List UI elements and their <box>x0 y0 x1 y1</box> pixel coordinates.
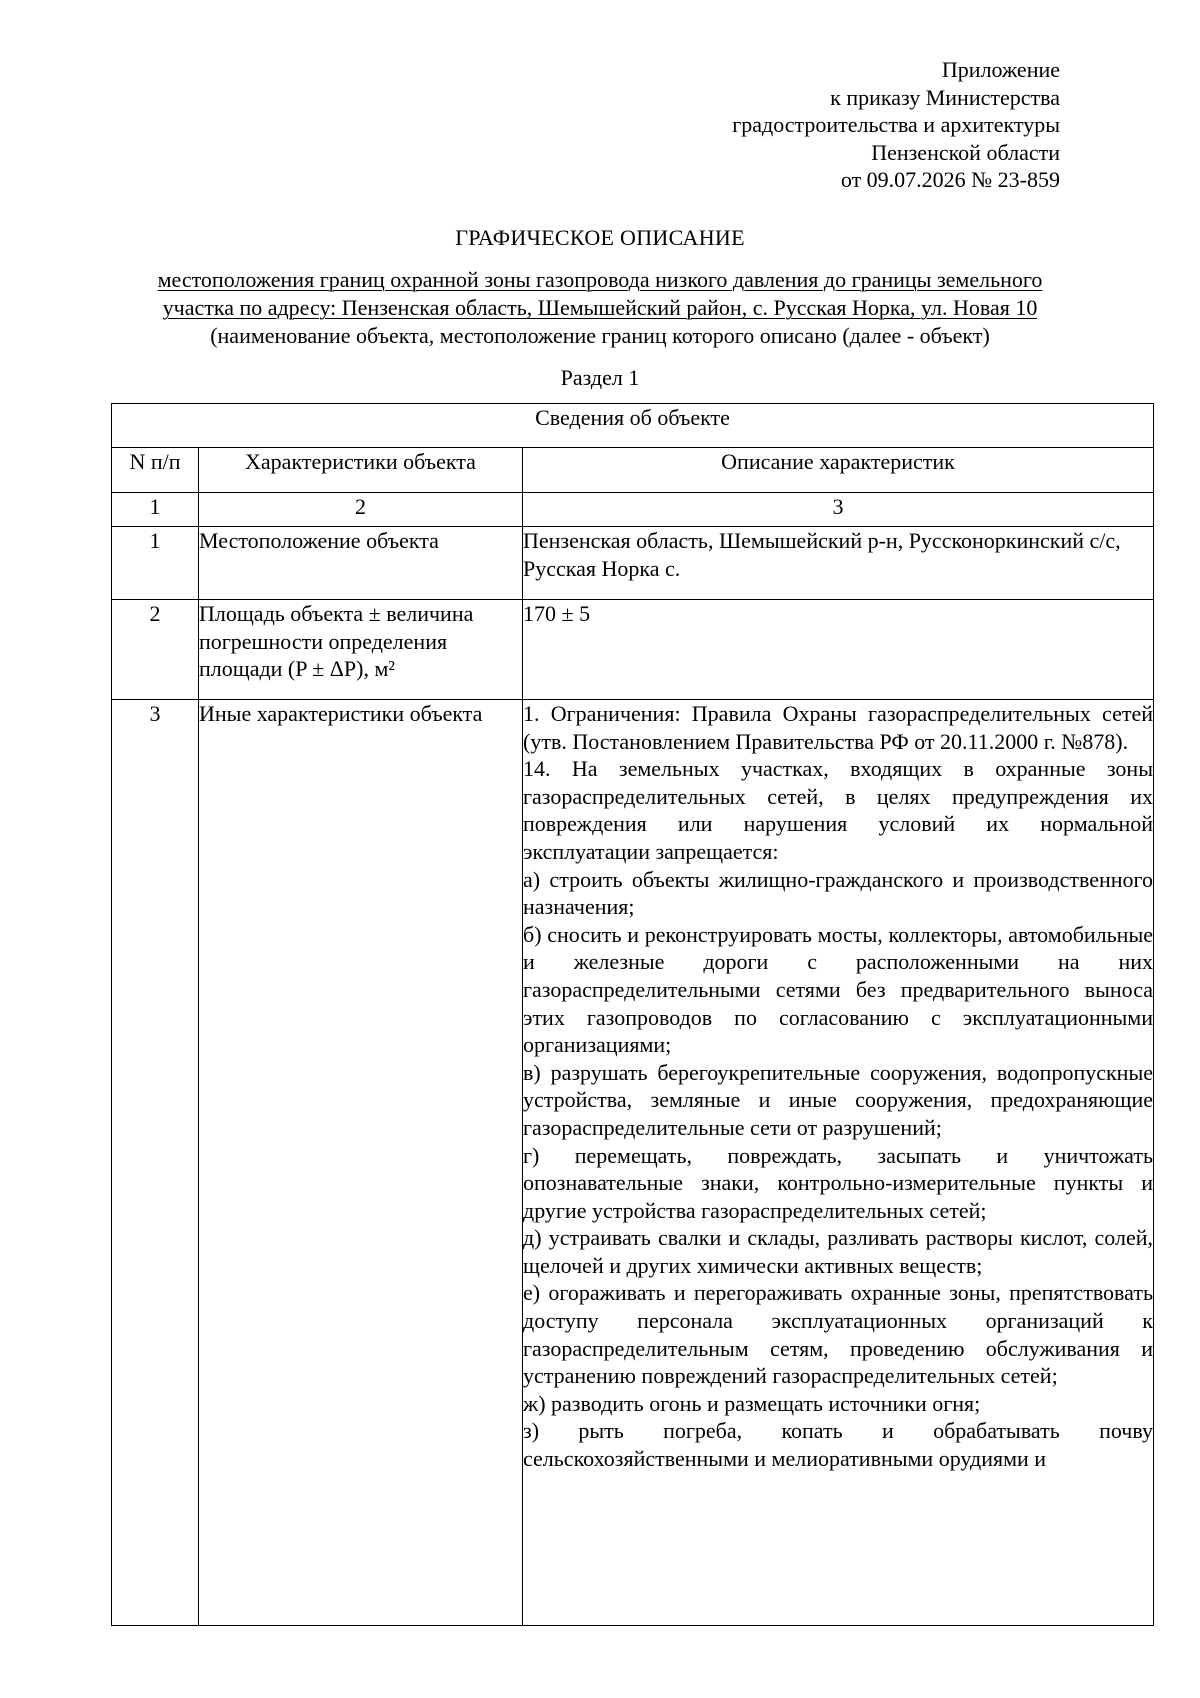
row-characteristic: Площадь объекта ± величина погрешности определения площади (P ± ΔP), м² <box>199 600 523 700</box>
row-description: Пензенская область, Шемышейский р-н, Руссконоркинский с/с, Русская Норка с. <box>523 527 1154 600</box>
object-name-line: участка по адресу: Пензенская область, Шемышейский район, с. Русская Норка, ул. Новая 10 <box>162 295 1038 320</box>
restriction-paragraph: 1. Ограничения: Правила Охраны газораспределительных сетей (утв. Постановлением Правительства РФ от 20.11.2000 г. №878). <box>523 701 1153 754</box>
appendix-block <box>732 56 1060 194</box>
header-num: N п/п <box>112 448 199 493</box>
restriction-paragraph: ж) разводить огонь и размещать источники огня; <box>523 1390 981 1416</box>
row-number: 2 <box>112 600 199 700</box>
document-title: ГРАФИЧЕСКОЕ ОПИСАНИЕ <box>455 225 745 250</box>
appendix-line: к приказу Министерства <box>830 84 1060 110</box>
table-row <box>112 600 1154 700</box>
row-characteristic: Иные характеристики объекта <box>199 700 523 1626</box>
restriction-paragraph: з) рыть погреба, копать и обрабатывать почву сельскохозяйственными и мелиоративными орудиями и <box>523 1418 1153 1472</box>
appendix-line: градостроительства и архитектуры <box>732 112 1060 137</box>
row-description-list <box>523 700 1154 1626</box>
object-name-line: местоположения границ охранной зоны газопровода низкого давления до границы земельного <box>157 267 1043 292</box>
restriction-paragraph: г) перемещать, повреждать, засыпать и уничтожать опознавательные знаки, контрольно-измерительные пункты и другие устройства газораспределительных сетей; <box>523 1142 1153 1223</box>
section-label: Раздел 1 <box>560 365 640 390</box>
row-number: 1 <box>112 527 199 600</box>
row-characteristic: Местоположение объекта <box>199 527 523 600</box>
object-name-block <box>0 266 1200 350</box>
column-number: 1 <box>112 493 199 527</box>
row-number: 3 <box>112 700 199 1626</box>
restriction-paragraph: б) сносить и реконструировать мосты, коллекторы, автомобильные и железные дороги с расположенными на них газораспределительными сетями без предварительного выноса этих газопроводов по согласованию с эксплуатационными организациями; <box>523 921 1153 1058</box>
restriction-paragraph: 14. На земельных участках, входящих в охранные зоны газораспределительных сетей, в целях предупреждения их повреждения или нарушения условий их нормальной эксплуатации запрещается: <box>523 756 1153 864</box>
restriction-paragraph: д) устраивать свалки и склады, разливать растворы кислот, солей, щелочей и других химически активных веществ; <box>523 1225 1153 1278</box>
table-caption: Сведения об объекте <box>112 404 1154 448</box>
header-description: Описание характеристик <box>523 448 1154 493</box>
column-number-row <box>112 493 1154 527</box>
row-description: 170 ± 5 <box>523 600 1154 700</box>
object-info-table <box>111 403 1154 1626</box>
table-header-row <box>112 448 1154 493</box>
appendix-line: Пензенской области <box>871 139 1060 165</box>
column-number: 2 <box>199 493 523 527</box>
table-row <box>112 527 1154 600</box>
restriction-paragraph: е) огораживать и перегораживать охранные зоны, препятствовать доступу персонала эксплуатационных организаций к газораспределительным сетям, проведению обслуживания и устранению повреждений газораспределительных сетей; <box>523 1280 1153 1389</box>
table-row <box>112 700 1154 1626</box>
object-name-caption: (наименование объекта, местоположение границ которого описано (далее - объект) <box>210 323 990 348</box>
column-number: 3 <box>523 493 1154 527</box>
appendix-line: Приложение <box>941 57 1060 82</box>
restriction-paragraph: в) разрушать берегоукрепительные сооружения, водопропускные устройства, земляные и иные сооружения, предохраняющие газораспределительные сети от разрушений; <box>523 1059 1153 1140</box>
restriction-paragraph: а) строить объекты жилищно-гражданского и производственного назначения; <box>523 866 1153 920</box>
appendix-order-date: от 09.07.2026 № 23-859 <box>840 167 1060 192</box>
header-characteristics: Характеристики объекта <box>199 448 523 493</box>
table-caption-row <box>112 404 1154 448</box>
